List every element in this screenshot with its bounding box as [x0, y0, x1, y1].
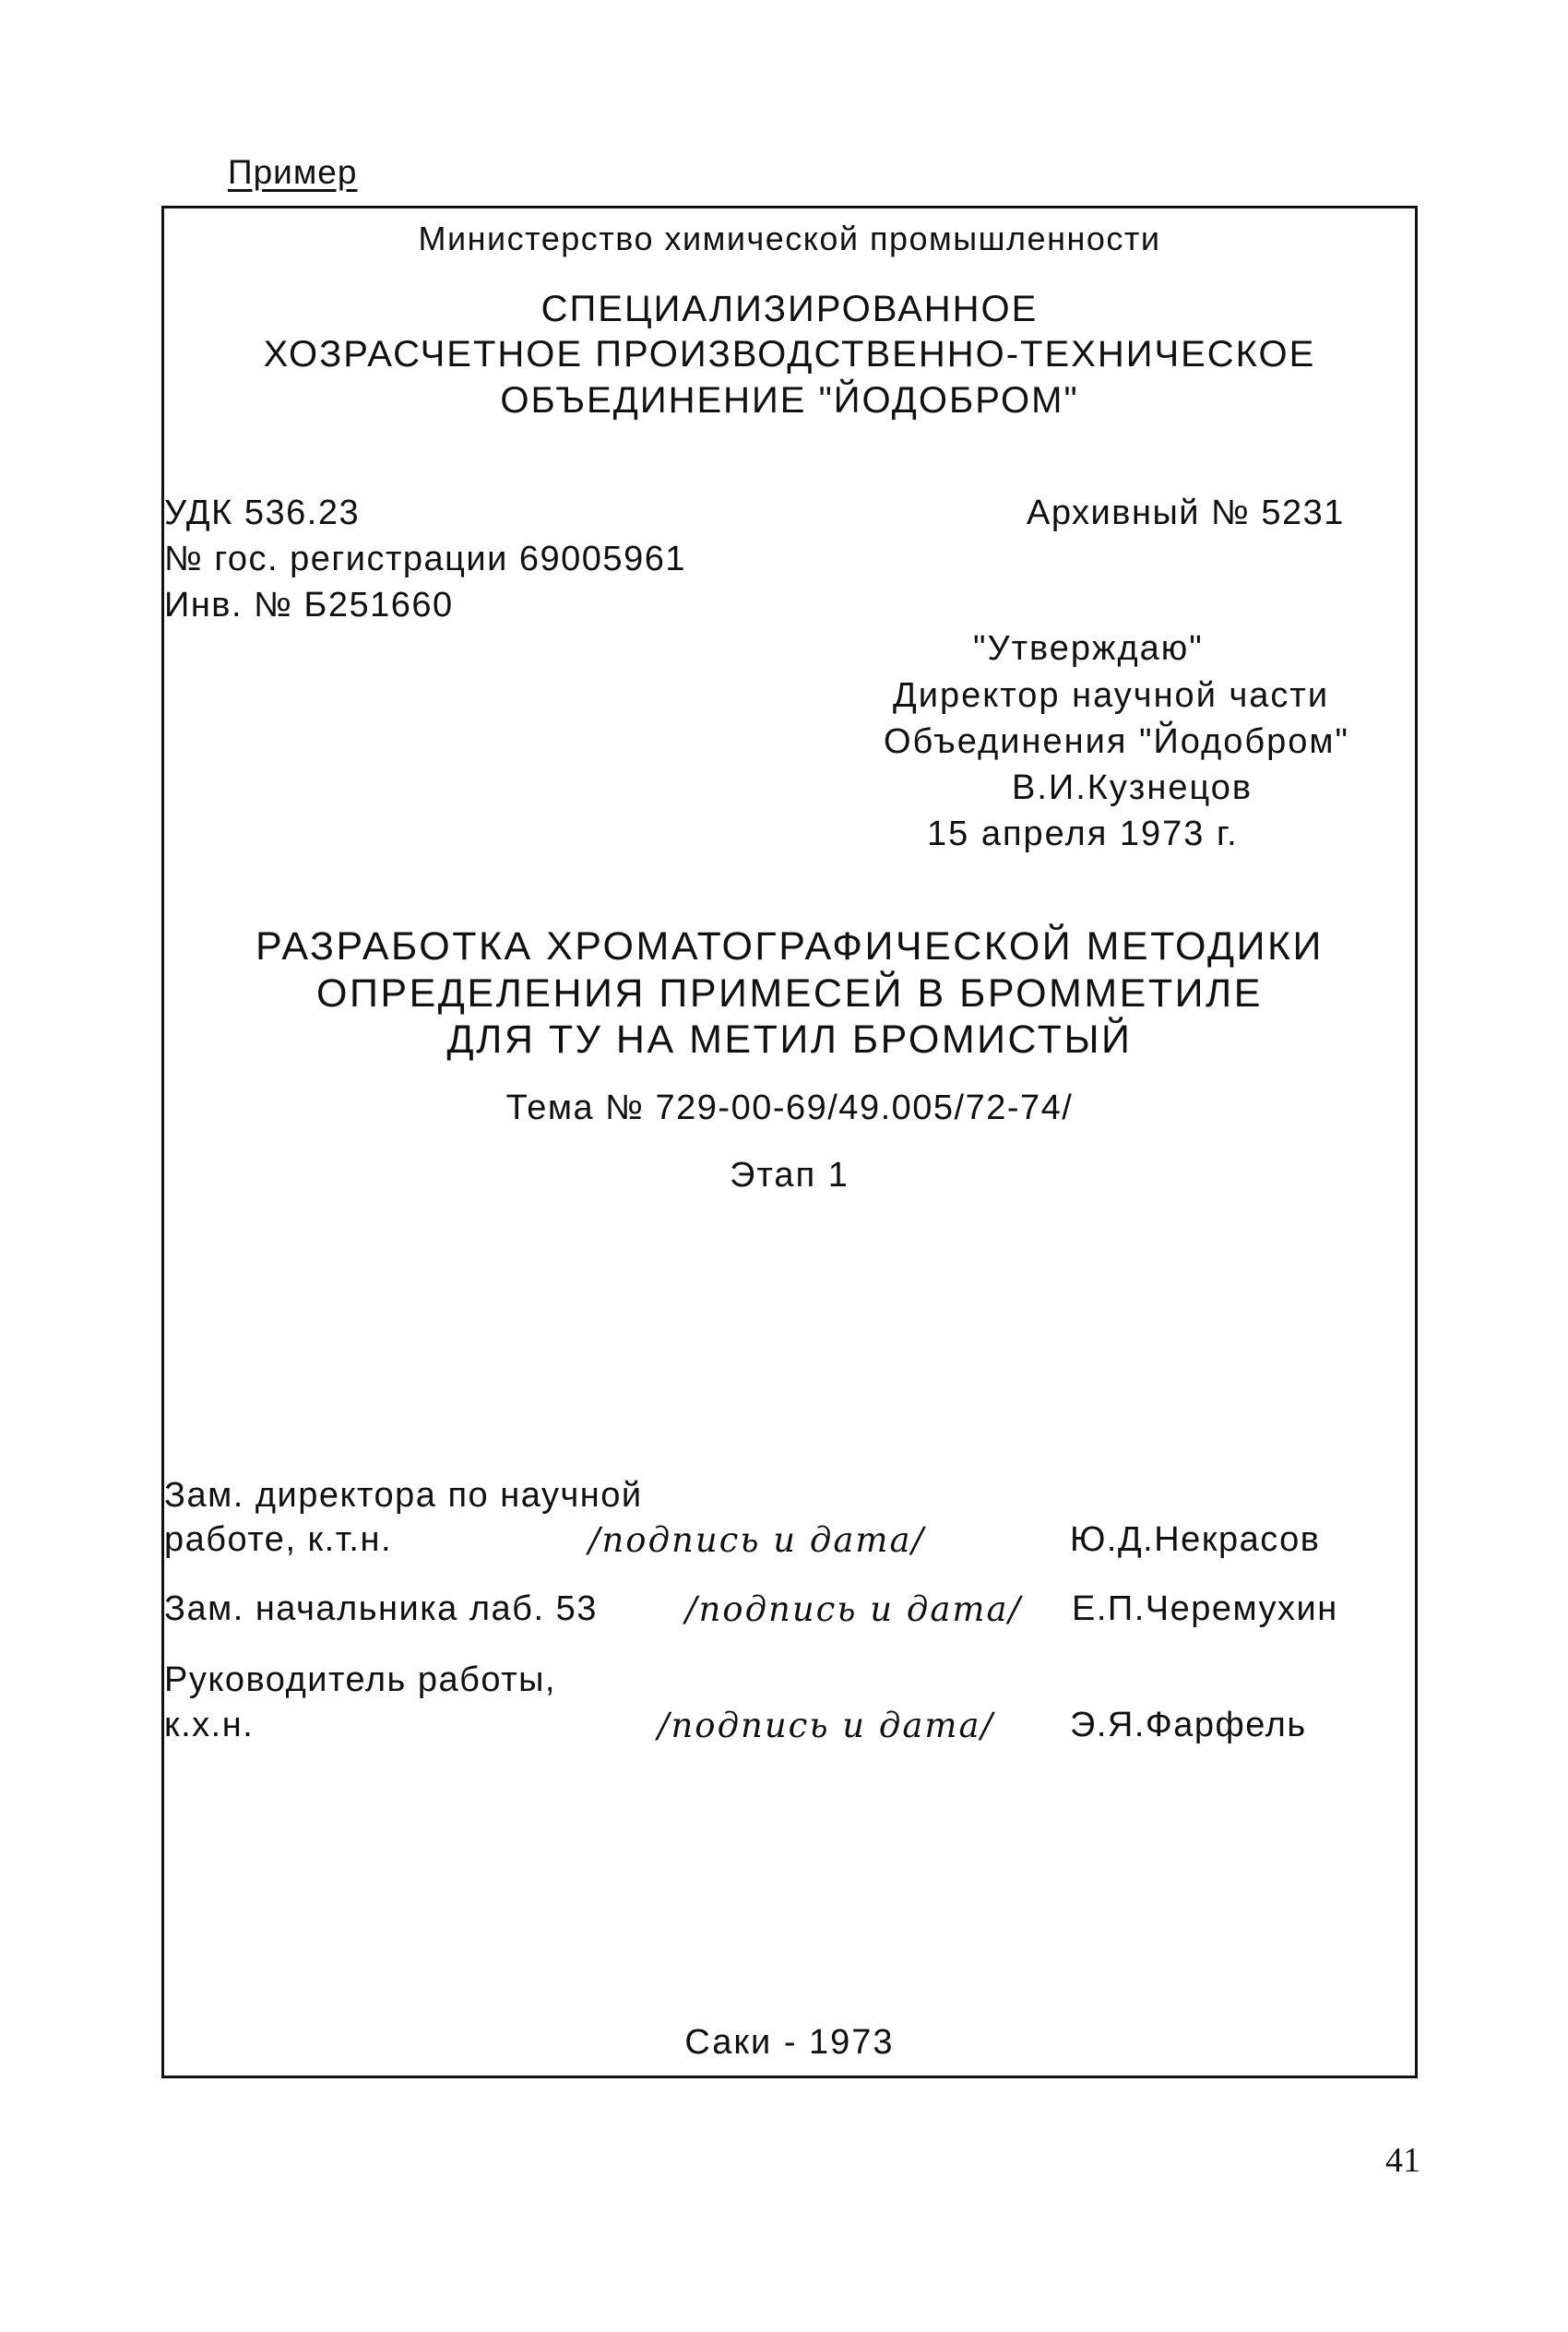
- signatory-3-role-line-1: Руководитель работы,: [164, 1660, 556, 1699]
- signatory-2-sign-placeholder: /подпись и дата/: [685, 1589, 1023, 1629]
- signatory-1-sign-placeholder: /подпись и дата/: [588, 1520, 926, 1560]
- signatory-1-role-line-1: Зам. директора по научной: [164, 1476, 643, 1515]
- title-page-frame: [161, 206, 1418, 2078]
- signatory-2-role: Зам. начальника лаб. 53: [164, 1589, 598, 1628]
- stage-label: Этап 1: [730, 1156, 849, 1195]
- signatory-3-sign-placeholder: /подпись и дата/: [658, 1706, 995, 1745]
- signatory-1-name: Ю.Д.Некрасов: [1070, 1520, 1321, 1559]
- theme-number: Тема № 729-00-69/49.005/72-74/: [505, 1089, 1074, 1127]
- place-and-year: Саки - 1973: [684, 2023, 895, 2062]
- approval-position: Директор научной части: [893, 676, 1330, 715]
- udk-code: УДК 536.23: [164, 494, 361, 532]
- archive-number: Архивный № 5231: [1027, 494, 1345, 532]
- signatory-3-name: Э.Я.Фарфель: [1070, 1706, 1307, 1744]
- report-title-line-1: РАЗРАБОТКА ХРОМАТОГРАФИЧЕСКОЙ МЕТОДИКИ: [255, 924, 1324, 969]
- inventory-number: Инв. № Б251660: [164, 586, 454, 625]
- organization-line-2: ХОЗРАСЧЕТНОЕ ПРОИЗВОДСТВЕННО-ТЕХНИЧЕСКОЕ: [263, 334, 1316, 375]
- page-number: 41: [1385, 2141, 1420, 2180]
- approval-name: В.И.Кузнецов: [1012, 768, 1253, 807]
- report-title-line-2: ОПРЕДЕЛЕНИЯ ПРИМЕСЕЙ В БРОММЕТИЛЕ: [316, 971, 1263, 1016]
- organization-line-1: СПЕЦИАЛИЗИРОВАННОЕ: [540, 289, 1039, 329]
- organization-line-3: ОБЪЕДИНЕНИЕ "ЙОДОБРОМ": [500, 380, 1079, 421]
- approval-organization: Объединения "Йодобром": [884, 722, 1350, 761]
- signatory-2-name: Е.П.Черемухин: [1072, 1589, 1338, 1628]
- example-label: Пример: [228, 153, 358, 191]
- ministry-name: Министерство химической промышленности: [418, 220, 1161, 257]
- signatory-1-role-line-2: работе, к.т.н.: [164, 1520, 393, 1559]
- report-title-line-3: ДЛЯ ТУ НА МЕТИЛ БРОМИСТЫЙ: [446, 1017, 1133, 1062]
- state-registration-number: № гос. регистрации 69005961: [164, 540, 686, 578]
- approval-heading: "Утверждаю": [973, 629, 1204, 668]
- approval-date: 15 апреля 1973 г.: [927, 815, 1239, 853]
- signatory-3-role-line-2: к.х.н.: [164, 1706, 255, 1744]
